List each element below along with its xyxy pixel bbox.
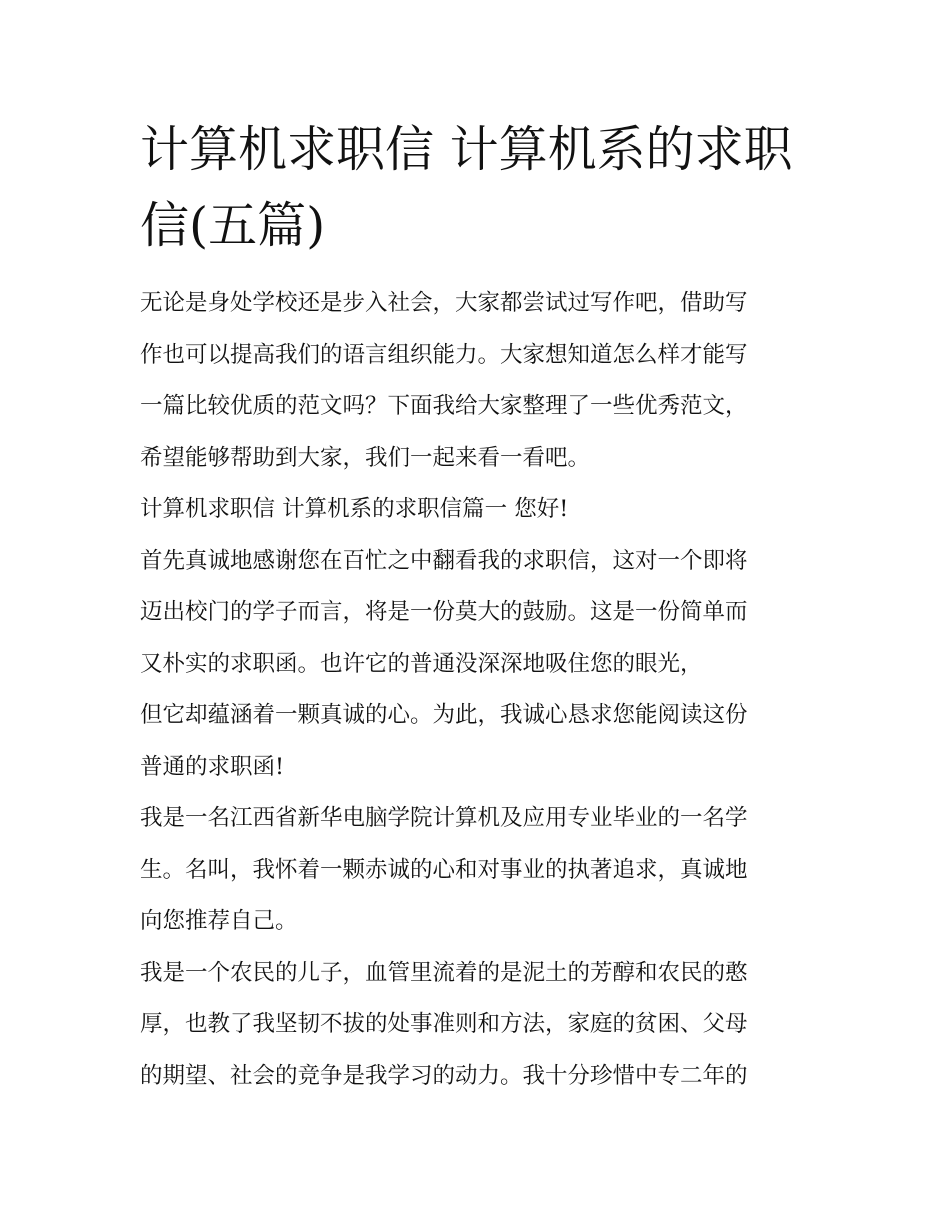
paragraph-line: 普通的求职函!: [140, 753, 285, 780]
document-title: [140, 112, 820, 264]
intro-line: 一篇比较优质的范文吗？下面我给大家整理了一些优秀范文，: [140, 393, 748, 419]
section-heading-line: 计算机求职信 计算机系的求职信篇一 您好!: [140, 496, 569, 522]
paragraph-line: 又朴实的求职函。也许它的普通没深深地吸住您的眼光，: [140, 650, 703, 677]
paragraph-line: 迈出校门的学子而言，将是一份莫大的鼓励。这是一份简单而: [140, 599, 748, 625]
paragraph-line: 的期望、社会的竞争是我学习的动力。我十分珍惜中专二年的: [140, 1062, 748, 1089]
paragraph-line: 我是一个农民的儿子，血管里流着的是泥土的芳醇和农民的憨: [140, 959, 748, 986]
title-line: 计算机求职信 计算机系的求职: [140, 121, 793, 178]
paragraph-line: 厚，也教了我坚韧不拔的处事准则和方法，家庭的贫困、父母: [140, 1011, 748, 1037]
intro-line: 无论是身处学校还是步入社会，大家都尝试过写作吧，借助写: [140, 290, 748, 316]
title-line: 信(五篇): [140, 197, 326, 254]
paragraph-line: 生。名叫，我怀着一颗赤诚的心和对事业的执著追求，真诚地: [140, 856, 748, 883]
paragraph-line: 向您推荐自己。: [140, 908, 298, 934]
paragraph-line: 但它却蕴涵着一颗真诚的心。为此，我诚心恳求您能阅读这份: [140, 702, 748, 728]
paragraph-line: 首先真诚地感谢您在百忙之中翻看我的求职信，这对一个即将: [140, 547, 748, 574]
paragraph-line: 我是一名江西省新华电脑学院计算机及应用专业毕业的一名学: [140, 805, 748, 831]
intro-line: 作也可以提高我们的语言组织能力。大家想知道怎么样才能写: [140, 341, 748, 368]
intro-line: 希望能够帮助到大家，我们一起来看一看吧。: [140, 444, 591, 471]
document-body: [140, 278, 816, 1102]
